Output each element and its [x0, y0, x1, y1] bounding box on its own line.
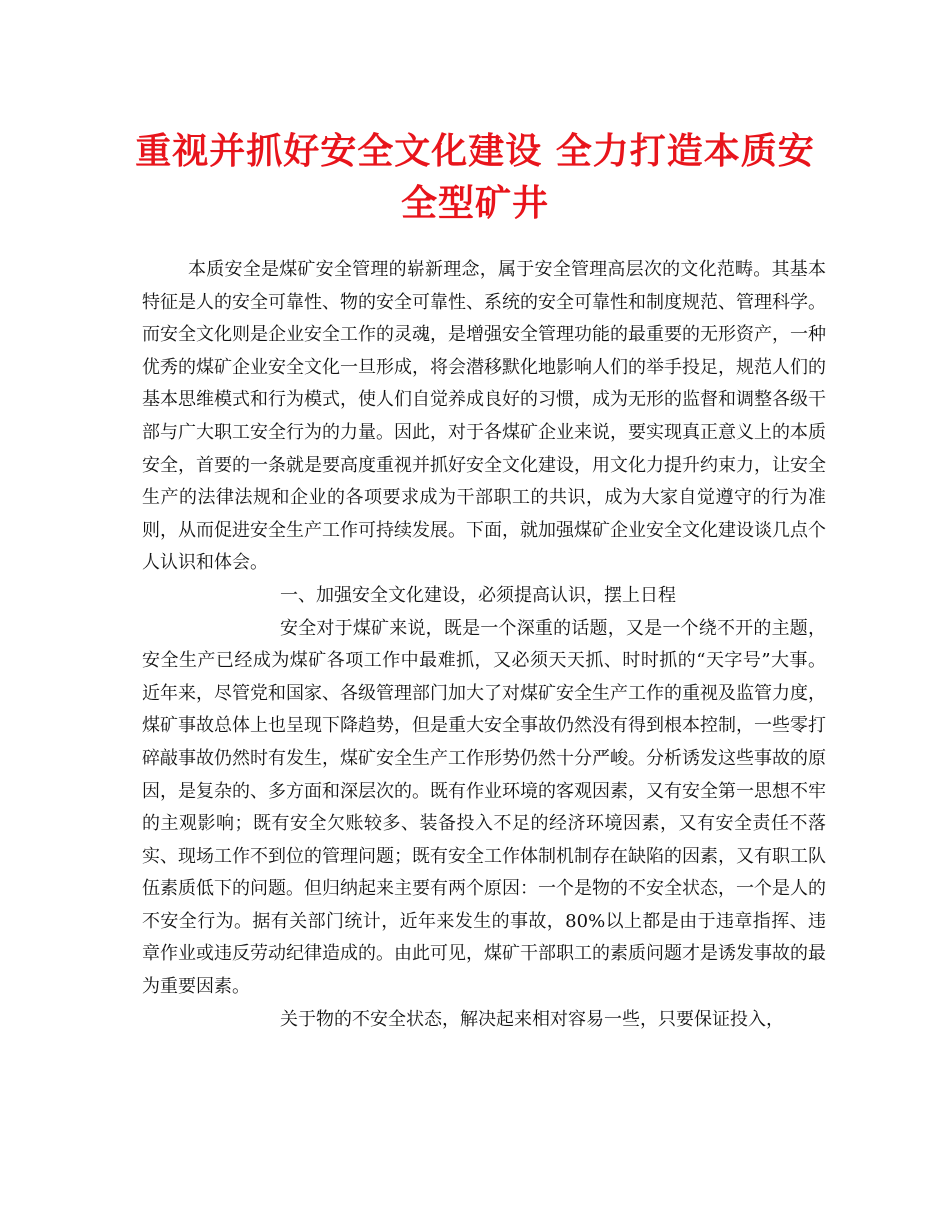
- paragraph-section-1: 安全对于煤矿来说，既是一个深重的话题，又是一个绕不开的主题，安全生产已经成为煤矿各项工作中最难抓，又必须天天抓、时时抓的“天字号”大事。近年来，尽管党和国家、各级管理部门加大了对煤矿安全生产工作的重视及监管力度，煤矿事故总体上也呈现下降趋势，但是重大安全事故仍然没有得到根本控制，一些零打碎敲事故仍然时有发生，煤矿安全生产工作形势仍然十分严峻。分析诱发这些事故的原因，是复杂的、多方面和深层次的。既有作业环境的客观因素，又有安全第一思想不牢的主观影响；既有安全欠账较多、装备投入不足的经济环境因素，又有安全责任不落实、现场工作不到位的管理问题；既有安全工作体制机制存在缺陷的因素，又有职工队伍素质低下的问题。但归纳起来主要有两个原因：一个是物的不安全状态，一个是人的不安全行为。据有关部门统计，近年来发生的事故，80%以上都是由于违章指挥、违章作业或违反劳动纪律造成的。由此可见，煤矿干部职工的素质问题才是诱发事故的最为重要因素。: [142, 617, 826, 998]
- paragraph-section-1-continued: 关于物的不安全状态，解决起来相对容易一些，只要保证投入，: [280, 1008, 784, 1030]
- section-heading-1: 一、加强安全文化建设，必须提高认识，摆上日程: [280, 584, 676, 606]
- document-title: 重视并抓好安全文化建设 全力打造本质安全型矿井: [135, 131, 815, 224]
- document-body: [142, 254, 826, 1036]
- paragraph-intro: 本质安全是煤矿安全管理的崭新理念，属于安全管理高层次的文化范畴。其基本特征是人的安全可靠性、物的安全可靠性、系统的安全可靠性和制度规范、管理科学。而安全文化则是企业安全工作的灵魂，是增强安全管理功能的最重要的无形资产，一种优秀的煤矿企业安全文化一旦形成，将会潜移默化地影响人们的举手投足，规范人们的基本思维模式和行为模式，使人们自觉养成良好的习惯，成为无形的监督和调整各级干部与广大职工安全行为的力量。因此，对于各煤矿企业来说，要实现真正意义上的本质安全，首要的一条就是要高度重视并抓好安全文化建设，用文化力提升约束力，让安全生产的法律法规和企业的各项要求成为干部职工的共识，成为大家自觉遵守的行为准则，从而促进安全生产工作可持续发展。下面，就加强煤矿企业安全文化建设谈几点个人认识和体会。: [142, 259, 826, 574]
